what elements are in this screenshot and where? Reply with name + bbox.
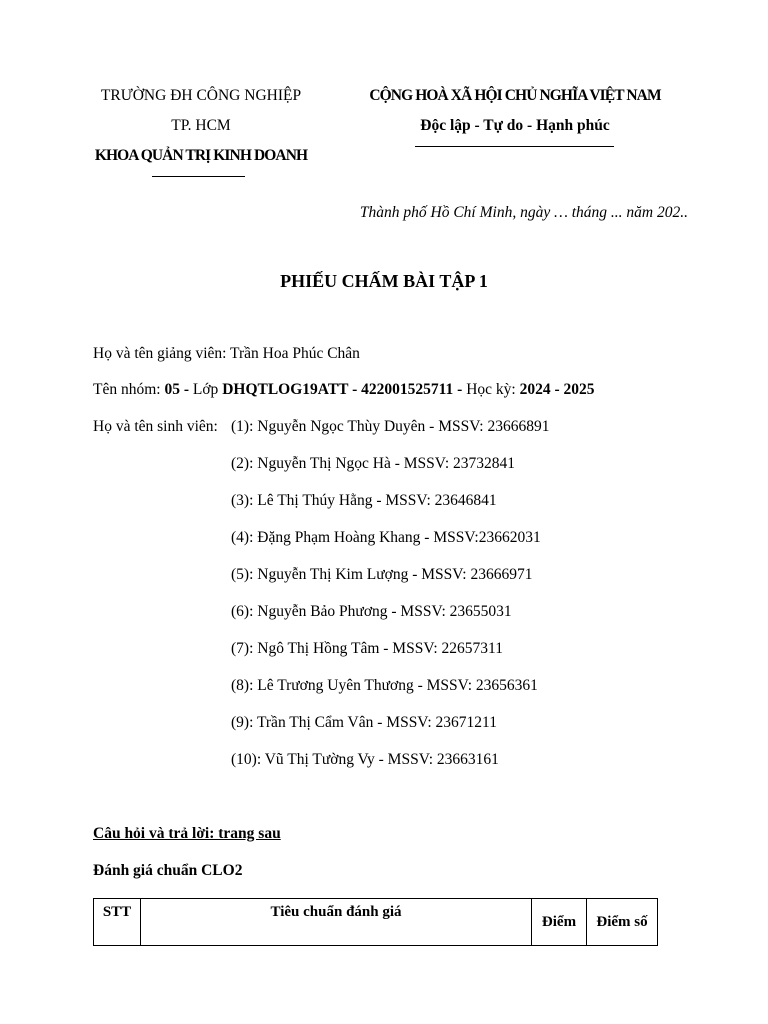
term-label: Học kỳ: bbox=[462, 381, 520, 398]
clo-heading: Đánh giá chuẩn CLO2 bbox=[93, 862, 243, 879]
term-value: 2024 - 2025 bbox=[519, 381, 595, 398]
group-number: 05 - bbox=[164, 381, 190, 398]
student-item: (7): Ngô Thị Hồng Tâm - MSSV: 22657311 bbox=[231, 640, 503, 657]
document-title: PHIẾU CHẤM BÀI TẬP 1 bbox=[280, 271, 488, 291]
group-label: Tên nhóm: bbox=[93, 381, 165, 398]
lecturer-label: Họ và tên giảng viên: bbox=[93, 345, 231, 362]
nation-name: CỘNG HOÀ XÃ HỘI CHỦ NGHĨA VIỆT NAM bbox=[369, 87, 661, 104]
student-item: (2): Nguyễn Thị Ngọc Hà - MSSV: 23732841 bbox=[231, 455, 516, 472]
faculty-name: KHOA QUẢN TRỊ KINH DOANH bbox=[94, 147, 308, 164]
motto-underline bbox=[415, 146, 614, 147]
student-item: (5): Nguyễn Thị Kim Lượng - MSSV: 23666971 bbox=[231, 566, 533, 583]
class-code: DHQTLOG19ATT - 422001525711 - bbox=[222, 381, 463, 398]
header-points: Điểm số bbox=[587, 899, 658, 946]
lecturer-name: Trần Hoa Phúc Chân bbox=[230, 345, 360, 362]
school-name-line1: TRƯỜNG ĐH CÔNG NGHIỆP bbox=[100, 87, 302, 104]
student-item: (9): Trần Thị Cẩm Vân - MSSV: 23671211 bbox=[231, 714, 497, 731]
faculty-underline bbox=[152, 176, 245, 177]
table-header-row bbox=[94, 899, 658, 946]
header-criteria: Tiêu chuẩn đánh giá bbox=[141, 899, 532, 946]
student-item: (3): Lê Thị Thúy Hằng - MSSV: 23646841 bbox=[231, 492, 497, 509]
evaluation-table bbox=[93, 898, 658, 946]
lecturer-line bbox=[93, 345, 360, 363]
header-score: Điểm bbox=[532, 899, 587, 946]
school-name-line2: TP. HCM bbox=[171, 117, 231, 134]
national-motto: Độc lập - Tự do - Hạnh phúc bbox=[420, 117, 610, 134]
qa-heading: Câu hỏi và trả lời: trang sau bbox=[93, 825, 281, 842]
student-item: (4): Đặng Phạm Hoàng Khang - MSSV:23662031 bbox=[231, 529, 541, 546]
header-stt: STT bbox=[94, 899, 141, 946]
student-item: (10): Vũ Thị Tường Vy - MSSV: 23663161 bbox=[231, 751, 499, 768]
student-item: (6): Nguyễn Bảo Phương - MSSV: 23655031 bbox=[231, 603, 512, 620]
group-line bbox=[93, 381, 595, 399]
class-label: Lớp bbox=[189, 381, 223, 398]
student-item: (1): Nguyễn Ngọc Thùy Duyên - MSSV: 23666891 bbox=[231, 418, 550, 435]
students-label: Họ và tên sinh viên: bbox=[93, 418, 218, 435]
place-date: Thành phố Hồ Chí Minh, ngày … tháng ... năm 202.. bbox=[359, 204, 688, 221]
student-item: (8): Lê Trương Uyên Thương - MSSV: 23656361 bbox=[231, 677, 538, 694]
